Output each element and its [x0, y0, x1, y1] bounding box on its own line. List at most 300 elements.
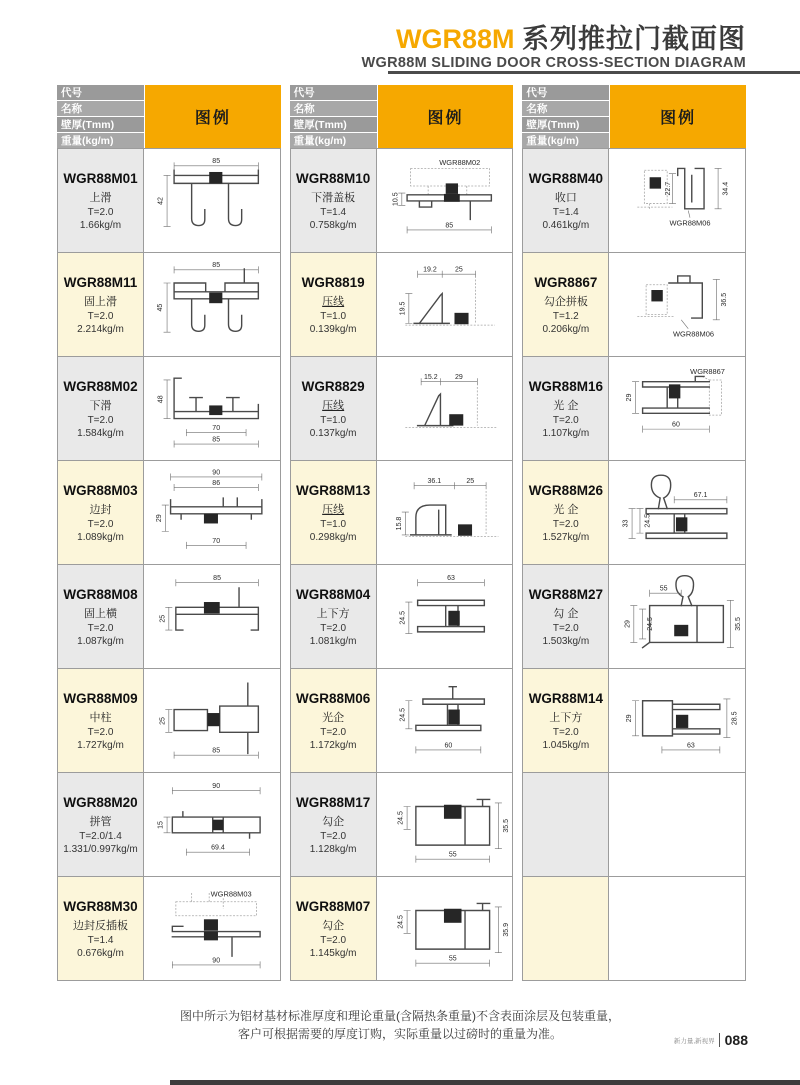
table-row — [290, 460, 514, 565]
dim-label: 29 — [155, 514, 163, 523]
profile-name: 中柱 — [89, 711, 112, 724]
profile-name: 上下方 — [549, 711, 583, 724]
header-legend: 图例 — [378, 85, 514, 148]
profile-diagram-cell — [608, 668, 746, 773]
gasket-block — [444, 194, 460, 202]
table-column-1 — [57, 85, 281, 981]
profile-diagram-cell — [376, 668, 514, 773]
table-row — [290, 148, 514, 253]
dim-label: 35.5 — [735, 617, 743, 631]
profile-code: WGR8819 — [301, 274, 365, 290]
table-row — [290, 564, 514, 669]
table-row — [57, 772, 281, 877]
title-line — [362, 24, 746, 54]
cross-section-drawing — [611, 255, 743, 354]
profile-outline — [417, 394, 452, 426]
dim-label: 90 — [212, 469, 221, 477]
dim-label: 19.5 — [399, 301, 407, 316]
cross-section-drawing — [379, 671, 511, 770]
profile-handle-outline — [652, 475, 671, 508]
reference-profile-label: WGR88M06 — [669, 218, 711, 228]
dim-label: 36.5 — [721, 292, 729, 307]
cross-section-drawing — [611, 463, 743, 562]
profile-info-cell — [522, 876, 609, 981]
profile-diagram-cell — [376, 460, 514, 565]
profile-name: 上下方 — [316, 607, 350, 620]
profile-weight: 1.172kg/m — [309, 739, 357, 751]
profile-diagram-cell — [376, 356, 514, 461]
profile-diagram-cell — [608, 772, 746, 877]
cross-section-drawing — [379, 359, 511, 458]
dim-label: 85 — [212, 436, 221, 444]
profile-name: 压线 — [322, 503, 345, 516]
profile-outline — [410, 505, 450, 535]
dim-label: 24.5 — [399, 707, 407, 722]
table-column-3 — [522, 85, 746, 981]
profile-weight: 0.139kg/m — [309, 323, 357, 335]
cross-section-drawing — [146, 879, 278, 978]
dim-label: 15 — [157, 821, 165, 829]
table-row — [57, 148, 281, 253]
cross-section-drawing — [146, 255, 278, 354]
profile-name: 上滑 — [89, 191, 112, 204]
dim-label: 85 — [212, 158, 221, 166]
dim-label: 85 — [212, 262, 221, 270]
gasket-block — [454, 313, 468, 324]
header-label-weight: 重量(kg/m) — [522, 133, 609, 148]
profile-code: WGR88M20 — [63, 794, 138, 810]
header-label-thickness: 壁厚(Tmm) — [522, 117, 609, 132]
dim-label: 63 — [446, 575, 455, 583]
dim-label: 24.5 — [644, 514, 652, 528]
reference-profile-ghost — [405, 279, 495, 325]
reference-profile-label: WGR88M06 — [673, 329, 715, 339]
profile-diagram-cell — [608, 148, 746, 253]
cross-section-drawing — [611, 359, 743, 458]
profile-thickness: T=2.0/1.4 — [79, 830, 122, 842]
profile-thickness: T=2.0 — [320, 726, 347, 738]
dim-label: 29 — [626, 393, 634, 402]
table-row — [522, 148, 746, 253]
dim-label: 45 — [156, 303, 164, 312]
profile-diagram-cell — [376, 772, 514, 877]
profile-thickness: T=1.4 — [87, 934, 114, 946]
dim-label: 10.5 — [392, 192, 400, 207]
profile-info-cell — [290, 668, 377, 773]
cross-section-drawing — [379, 775, 511, 874]
profile-info-cell — [522, 148, 609, 253]
profile-handle-outline — [676, 576, 694, 606]
cross-section-drawing — [146, 463, 278, 562]
profile-diagram-cell — [143, 252, 281, 357]
dim-label: 90 — [212, 783, 221, 791]
footer-note-line2: 客户可根据需要的厚度订购，实际重量以过磅时的重量为准。 — [237, 1027, 562, 1041]
table-column-2 — [290, 85, 514, 981]
profile-name: 固上滑 — [84, 295, 117, 308]
cross-section-drawing — [146, 775, 278, 874]
header-label-thickness: 壁厚(Tmm) — [57, 117, 144, 132]
profile-code: WGR88M10 — [296, 170, 371, 186]
cross-section-drawing — [611, 567, 743, 666]
cross-section-drawing — [379, 151, 511, 250]
dim-label: 29 — [626, 714, 634, 723]
profile-info-cell — [290, 876, 377, 981]
header-labels — [57, 85, 144, 148]
gasket-block — [676, 715, 688, 728]
profile-code: WGR88M26 — [528, 482, 603, 498]
profile-code: WGR88M06 — [296, 690, 371, 706]
dim-label: 67.1 — [694, 492, 708, 500]
table-row — [57, 668, 281, 773]
table-row — [290, 356, 514, 461]
profile-thickness: T=2.0 — [87, 726, 114, 738]
table-row — [290, 252, 514, 357]
gasket-block — [209, 405, 222, 415]
profile-code: WGR88M02 — [63, 378, 138, 394]
profile-thickness: T=1.0 — [320, 518, 347, 530]
profile-name: 勾 企 — [553, 607, 579, 620]
profile-weight: 1.128kg/m — [309, 843, 357, 855]
dim-label: 25 — [454, 266, 463, 274]
header-legend: 图例 — [145, 85, 281, 148]
profile-code: WGR88M13 — [296, 482, 371, 498]
profile-code: WGR88M40 — [528, 170, 603, 186]
profile-diagram-cell — [143, 772, 281, 877]
title-chinese: 系列推拉门截面图 — [522, 24, 746, 54]
table-row — [522, 564, 746, 669]
table-row — [57, 356, 281, 461]
gasket-block — [449, 414, 463, 425]
title-divider — [388, 71, 800, 74]
dim-label: 34.4 — [723, 181, 731, 196]
dim-label: 55 — [448, 851, 457, 859]
cross-section-drawing — [146, 671, 278, 770]
dim-label: 36.1 — [427, 478, 441, 486]
header-label-weight: 重量(kg/m) — [290, 133, 377, 148]
profile-table — [57, 85, 746, 981]
dim-label: 22.7 — [665, 181, 673, 196]
cross-section-drawing — [379, 879, 511, 978]
cross-section-drawing — [611, 671, 743, 770]
profile-weight: 0.676kg/m — [77, 947, 124, 959]
profile-diagram-cell — [608, 876, 746, 981]
dim-label: 25 — [466, 478, 474, 486]
profile-diagram-cell — [608, 460, 746, 565]
profile-diagram-cell — [608, 252, 746, 357]
header-label-code: 代号 — [57, 85, 144, 100]
profile-weight: 0.137kg/m — [309, 427, 357, 439]
dim-label: 25 — [159, 614, 167, 623]
dim-label: 29 — [454, 374, 463, 382]
profile-code: WGR88M09 — [63, 690, 138, 706]
dim-label: 55 — [448, 955, 457, 963]
header-label-code: 代号 — [522, 85, 609, 100]
table-row — [522, 668, 746, 773]
gasket-block — [209, 293, 222, 304]
profile-info-cell — [290, 252, 377, 357]
profile-name: 勾企 — [322, 815, 345, 828]
profile-code: WGR8867 — [534, 274, 598, 290]
column-rows — [57, 148, 281, 981]
dim-label: 24.5 — [647, 617, 655, 631]
dim-label: 35.9 — [502, 922, 510, 937]
profile-weight: 1.081kg/m — [309, 635, 357, 647]
page-footer-info — [674, 1033, 748, 1047]
dim-label: 33 — [623, 519, 631, 528]
profile-name: 下滑盖板 — [311, 191, 356, 204]
profile-info-cell — [57, 356, 144, 461]
profile-diagram-cell — [608, 356, 746, 461]
reference-profile-ghost — [405, 491, 498, 537]
profile-weight: 1.66kg/m — [79, 219, 122, 231]
header-label-name: 名称 — [522, 101, 609, 116]
profile-thickness: T=1.2 — [552, 310, 579, 322]
column-rows — [290, 148, 514, 981]
profile-diagram-cell — [143, 668, 281, 773]
table-row — [57, 564, 281, 669]
dim-line — [405, 579, 484, 633]
profile-name: 勾企 — [322, 919, 345, 932]
profile-diagram-cell — [143, 148, 281, 253]
profile-diagram-cell — [143, 356, 281, 461]
header-label-name: 名称 — [290, 101, 377, 116]
profile-thickness: T=2.0 — [87, 414, 114, 426]
dim-label: 60 — [444, 742, 452, 750]
gasket-block — [669, 384, 680, 398]
profile-weight: 0.298kg/m — [309, 531, 357, 543]
profile-weight: 1.145kg/m — [309, 947, 357, 959]
profile-code: WGR88M17 — [296, 794, 371, 810]
dim-label: 69.4 — [211, 844, 225, 852]
profile-outline — [414, 294, 449, 324]
table-row — [57, 876, 281, 981]
dim-label: 55 — [660, 585, 668, 593]
profile-code: WGR88M01 — [63, 170, 138, 186]
cross-section-drawing — [146, 151, 278, 250]
profile-info-cell — [522, 460, 609, 565]
dim-label: 29 — [624, 620, 632, 628]
profile-name: 光 企 — [553, 503, 579, 516]
dim-label: 70 — [212, 425, 221, 433]
column-header — [57, 85, 281, 145]
gasket-block — [204, 919, 218, 930]
cross-section-drawing — [379, 567, 511, 666]
profile-thickness: T=2.0 — [552, 726, 579, 738]
profile-thickness: T=2.0 — [552, 414, 579, 426]
dim-label: 25 — [159, 717, 167, 725]
dim-label: 86 — [212, 479, 221, 487]
header-labels — [290, 85, 377, 148]
table-row — [290, 876, 514, 981]
header-label-weight: 重量(kg/m) — [57, 133, 144, 148]
gasket-block — [204, 514, 218, 524]
title-english: WGR88M SLIDING DOOR CROSS-SECTION DIAGRAM — [361, 55, 746, 71]
profile-diagram-cell — [143, 876, 281, 981]
profile-info-cell — [290, 148, 377, 253]
gasket-block — [207, 713, 219, 726]
profile-code: WGR88M03 — [63, 482, 138, 498]
dim-label: 35.5 — [502, 818, 510, 833]
table-row — [290, 668, 514, 773]
profile-thickness: T=2.0 — [320, 934, 347, 946]
profile-weight: 0.758kg/m — [309, 219, 357, 231]
profile-diagram-cell — [376, 876, 514, 981]
profile-weight: 1.727kg/m — [77, 739, 124, 751]
dim-label: 85 — [212, 747, 221, 755]
profile-code: WGR88M27 — [528, 586, 603, 602]
cross-section-drawing — [611, 151, 743, 250]
gasket-block — [204, 602, 220, 613]
page-title — [362, 24, 746, 71]
profile-weight: 1.584kg/m — [77, 427, 124, 439]
profile-weight: 1.089kg/m — [77, 531, 124, 543]
gasket-block — [650, 177, 661, 188]
dim-label: 85 — [213, 575, 222, 583]
dim-label: 60 — [672, 421, 681, 429]
profile-diagram-cell — [608, 564, 746, 669]
header-labels — [522, 85, 609, 148]
gasket-block — [204, 932, 218, 941]
column-rows — [522, 148, 746, 981]
table-row — [522, 356, 746, 461]
dim-line — [164, 162, 259, 226]
profile-info-cell — [57, 772, 144, 877]
profile-code: WGR8829 — [301, 378, 365, 394]
dim-label: 28.5 — [731, 711, 739, 726]
dim-line — [629, 496, 727, 538]
profile-thickness: T=2.0 — [552, 518, 579, 530]
profile-thickness: T=2.0 — [87, 310, 114, 322]
dim-label: 70 — [212, 537, 221, 545]
dim-line — [401, 482, 485, 535]
profile-info-cell — [522, 252, 609, 357]
profile-info-cell — [57, 148, 144, 253]
table-row — [57, 252, 281, 357]
brand-tagline: 新力量,新视界 — [673, 1037, 715, 1045]
profile-info-cell — [290, 564, 377, 669]
dim-label: 24.5 — [397, 915, 405, 929]
header-legend: 图例 — [610, 85, 746, 148]
gasket-block — [213, 820, 224, 831]
dim-label: 24.5 — [397, 811, 405, 825]
profile-diagram-cell — [143, 564, 281, 669]
table-row — [290, 772, 514, 877]
profile-code: WGR88M14 — [528, 690, 603, 706]
profile-diagram-cell — [376, 252, 514, 357]
gasket-block — [445, 183, 457, 194]
dim-label: 19.2 — [422, 266, 437, 274]
footer-note-line1: 图中所示为铝材基材标准厚度和理论重量(含隔热条重量)不含表面涂层及包装重量， — [180, 1009, 620, 1023]
profile-code: WGR88M11 — [63, 274, 138, 290]
profile-name: 拼管 — [89, 815, 112, 828]
table-row — [57, 460, 281, 565]
header-label-code: 代号 — [290, 85, 377, 100]
profile-diagram-cell — [376, 564, 514, 669]
profile-outline — [678, 168, 704, 208]
gasket-block — [209, 172, 222, 183]
profile-info-cell — [57, 668, 144, 773]
profile-info-cell — [290, 356, 377, 461]
table-row — [522, 876, 746, 981]
profile-thickness: T=2.0 — [320, 622, 347, 634]
cross-section-drawing — [379, 255, 511, 354]
profile-thickness: T=2.0 — [552, 622, 579, 634]
profile-thickness: T=1.4 — [552, 206, 579, 218]
profile-weight: 0.461kg/m — [542, 219, 590, 231]
leader-line — [689, 211, 691, 218]
profile-info-cell — [522, 356, 609, 461]
profile-code: WGR88M30 — [63, 898, 138, 914]
leader-line — [682, 320, 689, 329]
profile-info-cell — [57, 876, 144, 981]
dim-label: 90 — [212, 957, 221, 965]
column-header — [522, 85, 746, 145]
gasket-block — [652, 290, 663, 301]
profile-name: 下滑 — [89, 399, 112, 412]
dim-line — [669, 168, 722, 208]
gasket-block — [675, 625, 689, 636]
profile-info-cell — [290, 460, 377, 565]
profile-weight: 1.107kg/m — [542, 427, 590, 439]
gasket-block — [676, 517, 687, 531]
header-label-thickness: 壁厚(Tmm) — [290, 117, 377, 132]
table-row — [522, 252, 746, 357]
profile-name: 边封 — [89, 503, 112, 516]
cross-section-drawing — [146, 359, 278, 458]
profile-weight: 1.087kg/m — [77, 635, 124, 647]
profile-info-cell — [522, 772, 609, 877]
reference-profile-label: WGR88M02 — [438, 157, 480, 167]
profile-thickness: T=1.0 — [320, 414, 347, 426]
profile-code: WGR88M07 — [296, 898, 371, 914]
title-series-code: WGR88M — [395, 24, 515, 54]
reference-profile-label: WGR88M03 — [210, 889, 252, 899]
profile-info-cell — [522, 668, 609, 773]
gasket-block — [458, 524, 472, 535]
reference-profile-label: WGR8867 — [690, 366, 726, 376]
profile-name: 固上横 — [84, 607, 117, 620]
cross-section-drawing — [379, 463, 511, 562]
cross-section-drawing — [146, 567, 278, 666]
profile-info-cell — [290, 772, 377, 877]
profile-outline — [669, 276, 702, 318]
dim-line — [405, 701, 480, 754]
profile-thickness: T=2.0 — [320, 830, 347, 842]
profile-weight: 1.045kg/m — [542, 739, 590, 751]
profile-code: WGR88M08 — [63, 586, 138, 602]
gasket-block — [448, 710, 459, 725]
profile-outline — [172, 926, 260, 956]
dim-label: 63 — [687, 742, 696, 750]
column-header — [290, 85, 514, 145]
header-label-name: 名称 — [57, 101, 144, 116]
profile-name: 勾企拼板 — [543, 295, 588, 308]
profile-code: WGR88M04 — [296, 586, 371, 602]
profile-code: WGR88M16 — [528, 378, 603, 394]
profile-diagram-cell — [143, 460, 281, 565]
dim-label: 15.8 — [395, 516, 403, 531]
profile-thickness: T=2.0 — [87, 622, 114, 634]
table-row — [522, 772, 746, 877]
profile-name: 压线 — [322, 399, 345, 412]
profile-name: 压线 — [322, 295, 345, 308]
dim-label: 15.2 — [423, 374, 438, 382]
profile-weight: 2.214kg/m — [77, 323, 124, 335]
dim-label: 48 — [157, 395, 165, 404]
table-row — [522, 460, 746, 565]
profile-weight: 1.527kg/m — [542, 531, 590, 543]
profile-name: 边封反插板 — [73, 919, 128, 932]
